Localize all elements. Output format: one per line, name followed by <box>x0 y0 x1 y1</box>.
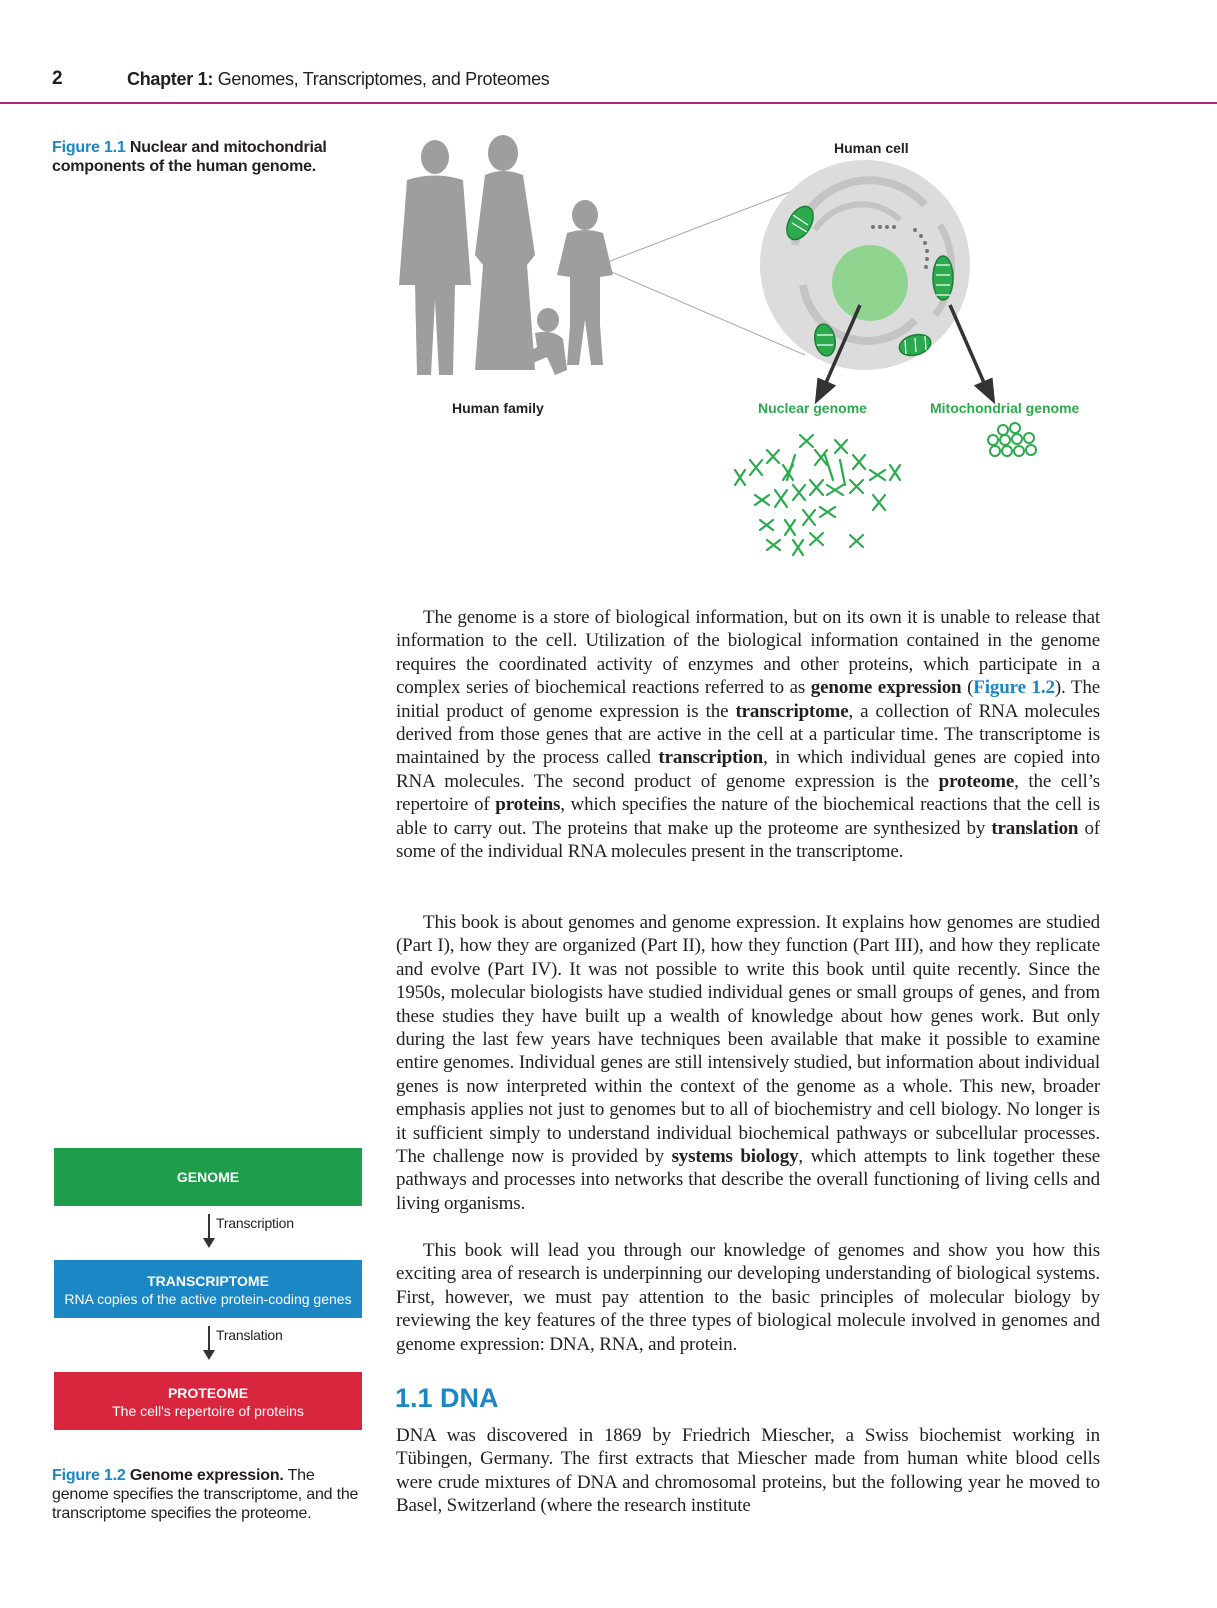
transcriptome-box-title: TRANSCRIPTOME <box>147 1273 269 1289</box>
term-proteins: proteins <box>495 794 561 816</box>
woman-silhouette <box>475 135 535 370</box>
p1-text-5: , in which individual genes are copied into RNA molecules. The second product of genome expression is the <box>396 747 1101 792</box>
label-human-cell: Human cell <box>834 140 909 156</box>
term-genome-expression: genome expression <box>810 677 962 699</box>
proteome-box-title: PROTEOME <box>167 1385 249 1401</box>
chromosome-cluster <box>735 435 900 555</box>
page-number: 2 <box>52 68 63 89</box>
label-mitochondrial-genome: Mitochondrial genome <box>930 400 1080 416</box>
figure-1-2-label: Figure 1.2 <box>52 1467 126 1484</box>
p1-text-8: of some of the individual RNA molecules present in the transcriptome. <box>396 817 1100 863</box>
figure-1-2-caption <box>52 1466 362 1523</box>
term-proteome: proteome <box>938 770 1015 792</box>
transcription-label: Transcription <box>216 1215 294 1231</box>
nucleus <box>832 245 908 321</box>
mitochondrial-genome-circles <box>988 423 1036 456</box>
header-rule <box>0 102 1217 104</box>
term-systems-biology: systems biology <box>671 1146 799 1168</box>
label-human-family: Human family <box>452 400 544 416</box>
proteome-box <box>54 1372 362 1430</box>
running-header <box>127 69 550 90</box>
p1-text-4: , a collection of RNA molecules derived from those genes that are active in the cell at a particular time. The transcriptome is maintained by the process called <box>396 700 1100 769</box>
figure-1-1-caption <box>52 138 362 176</box>
p1-text-1: The genome is a store of biological information, but on its own it is unable to release that information to the cell. Utilization of the biological information contained in the genome requires the coordinated activity of enzymes and other proteins, which participate in a complex series of biochemical reactions referred to as <box>396 607 1100 699</box>
human-family-silhouettes <box>399 135 613 375</box>
genome-illustration <box>395 135 1115 580</box>
label-nuclear-genome: Nuclear genome <box>758 400 867 416</box>
section-heading: 1.1 DNA <box>395 1383 499 1413</box>
chapter-title: Genomes, Transcriptomes, and Proteomes <box>217 69 550 89</box>
mitochondrial-arrow-head <box>977 380 993 400</box>
chapter-label: Chapter 1: <box>127 69 214 89</box>
transcription-arrow <box>202 1214 216 1250</box>
transcriptome-box-subtitle: RNA copies of the active protein-coding genes <box>64 1291 352 1307</box>
term-translation: translation <box>991 817 1079 839</box>
p1-text-7: , which specifies the nature of the biochemical reactions that the cell is able to carry out. The proteins that make up the proteome are synthesized by <box>396 794 1100 839</box>
term-transcriptome: transcriptome <box>735 700 849 722</box>
boy-silhouette <box>557 200 613 365</box>
term-transcription: transcription <box>658 747 764 769</box>
genome-box-title: GENOME <box>176 1169 240 1185</box>
genome-box <box>54 1148 362 1206</box>
p2-text-1: This book is about genomes and genome expression. It explains how genomes are studied (Part I), how they are organized (Part II), how they function (Part III), and how they replicate and evolve (Part IV). It was not possible to write this book until quite recently. Since the 1950s, molecular biologists have studied individual genes or small groups of genes, and from these studies they have built up a wealth of knowledge about how genes work. But only during the last few years have techniques been available that make it possible to examine entire genomes. Individual genes are still intensively studied, but information about individual genes is now interpreted within the context of the genome as a whole. This new, broader emphasis applies not just to genomes but to all of biochemistry and cell biology. No longer is it sufficient simply to understand individual biochemical pathways or subcellular processes. The challenge now is provided by <box>396 912 1100 1168</box>
translation-label: Translation <box>216 1327 283 1343</box>
body-paragraph-4: DNA was discovered in 1869 by Friedrich Miescher, a Swiss biochemist working in Tübingen, Germany. The first extracts that Miescher made from human white blood cells were crude mixtures of DNA and chromosomal proteins, but the following year he moved to Basel, Switzerland (where the research institute <box>396 1425 1100 1517</box>
p1-text-6: , the cell’s repertoire of <box>396 770 1100 816</box>
nuclear-arrow-head <box>817 380 833 400</box>
figure-1-2-caption-title: Genome expression. <box>129 1467 284 1484</box>
translation-arrow <box>202 1326 216 1362</box>
body-paragraph-1 <box>396 606 1100 863</box>
body-paragraph-2 <box>396 911 1100 1215</box>
figure-1-1 <box>395 135 1115 580</box>
man-silhouette <box>399 140 471 375</box>
human-cell <box>760 160 970 370</box>
p1-text-3: ). The initial product of genome expression is the <box>396 677 1100 722</box>
p1-text-2: ( <box>961 677 974 699</box>
p2-text-2: , which attempts to link together these pathways and processes into networks that describe the overall functioning of living cells and living organisms. <box>396 1146 1100 1214</box>
figure-1-2-caption-text: The genome specifies the transcriptome, and the transcriptome specifies the proteome. <box>52 1467 359 1522</box>
figure-1-2-reference-link[interactable]: Figure 1.2 <box>973 677 1055 699</box>
figure-1-1-label: Figure 1.1 <box>52 139 126 156</box>
proteome-box-subtitle: The cell's repertoire of proteins <box>112 1403 304 1419</box>
figure-1-1-caption-text: Nuclear and mitochondrial components of the human genome. <box>52 139 327 175</box>
body-paragraph-3: This book will lead you through our knowledge of genomes and show you how this exciting area of research is underpinning our developing understanding of biological systems. First, however, we must pay attention to the basic principles of molecular biology by reviewing the key features of the three types of biological molecule involved in genomes and genome expression: DNA, RNA, and protein. <box>396 1240 1100 1355</box>
transcriptome-box <box>54 1260 362 1318</box>
